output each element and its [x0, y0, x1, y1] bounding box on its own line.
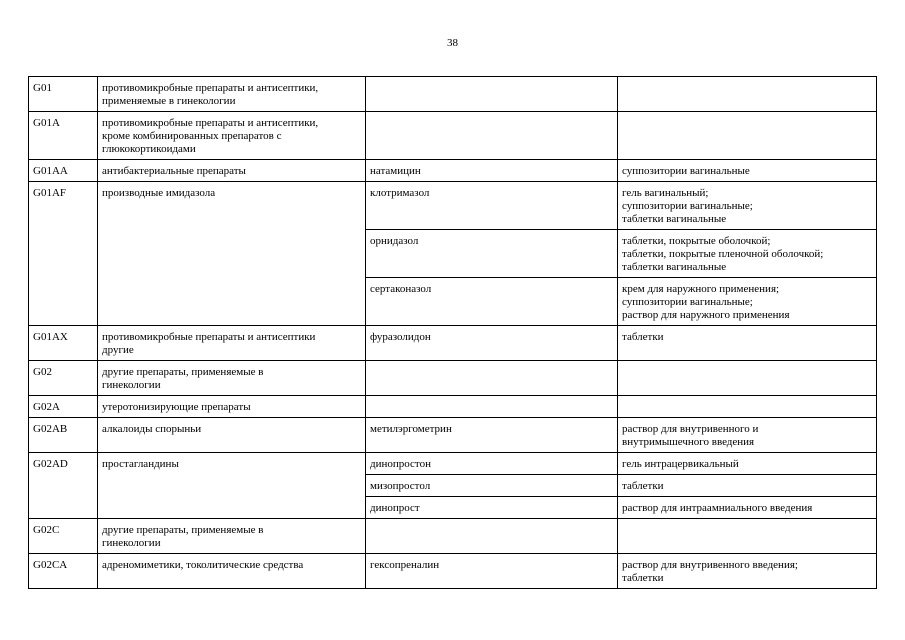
- group-name-cell: [98, 554, 366, 589]
- atc-code-cell: [29, 418, 98, 453]
- dosage-forms: крем для наружного применения; суппозитории вагинальные; раствор для наружного применения: [622, 283, 790, 321]
- dosage-form-cell: [618, 453, 877, 475]
- group-name-cell: [98, 361, 366, 396]
- dosage-form-cell: [618, 326, 877, 361]
- atc-code: G02CA: [33, 559, 68, 571]
- medicine-name: клотримазол: [370, 187, 430, 199]
- dosage-forms: раствор для внутривенного введения; таблетки: [622, 559, 798, 584]
- medicine-cell: [366, 326, 618, 361]
- medicine-name: натамицин: [370, 165, 421, 177]
- dosage-form-cell: [618, 497, 877, 519]
- medicine-cell: [366, 418, 618, 453]
- medicine-cell: [366, 182, 618, 230]
- dosage-forms: раствор для внутривенного и внутримышечного введения: [622, 423, 759, 448]
- atc-code-cell: [29, 160, 98, 182]
- medicine-cell: [366, 396, 618, 418]
- medicine-cell: [366, 230, 618, 278]
- table-row: [29, 453, 877, 475]
- group-name-cell: [98, 326, 366, 361]
- dosage-form-cell: [618, 554, 877, 589]
- medicine-name: сертаконазол: [370, 283, 432, 295]
- dosage-form-cell: [618, 77, 877, 112]
- table-row: [29, 418, 877, 453]
- group-name: другие препараты, применяемые в гинекологии: [102, 524, 264, 549]
- dosage-form-cell: [618, 230, 877, 278]
- group-name: другие препараты, применяемые в гинекологии: [102, 366, 264, 391]
- group-name: производные имидазола: [102, 187, 216, 199]
- dosage-forms: таблетки, покрытые оболочкой; таблетки, покрытые пленочной оболочкой; таблетки вагинальные: [622, 235, 824, 273]
- table-row: [29, 361, 877, 396]
- dosage-form-cell: [618, 160, 877, 182]
- table-row: [29, 112, 877, 160]
- table-row: [29, 396, 877, 418]
- dosage-form-cell: [618, 361, 877, 396]
- atc-code: G02AD: [33, 458, 68, 470]
- page-number: 38: [447, 37, 458, 49]
- atc-code: G02AB: [33, 423, 68, 435]
- atc-code-cell: [29, 77, 98, 112]
- atc-code-cell: [29, 519, 98, 554]
- medicine-cell: [366, 112, 618, 160]
- table-row: [29, 182, 877, 230]
- dosage-form-cell: [618, 182, 877, 230]
- medicine-cell: [366, 361, 618, 396]
- table-row: [29, 554, 877, 589]
- atc-code: G02C: [33, 524, 60, 536]
- medicine-name: мизопростол: [370, 480, 431, 492]
- dosage-forms: гель вагинальный; суппозитории вагинальные; таблетки вагинальные: [622, 187, 753, 225]
- medicine-name: орнидазол: [370, 235, 419, 247]
- group-name: противомикробные препараты и антисептики, применяемые в гинекологии: [102, 82, 319, 107]
- medicine-cell: [366, 475, 618, 497]
- dosage-forms: раствор для интраамниального введения: [622, 502, 813, 514]
- group-name: алкалоиды спорыньи: [102, 423, 202, 435]
- group-name: утеротонизирующие препараты: [102, 401, 251, 413]
- medicine-cell: [366, 453, 618, 475]
- group-name: адреномиметики, токолитические средства: [102, 559, 304, 571]
- dosage-form-cell: [618, 278, 877, 326]
- table-row: [29, 519, 877, 554]
- table-row: [29, 326, 877, 361]
- group-name: антибактериальные препараты: [102, 165, 246, 177]
- dosage-form-cell: [618, 396, 877, 418]
- group-name-cell: [98, 418, 366, 453]
- atc-code: G02: [33, 366, 52, 378]
- atc-code: G02A: [33, 401, 60, 413]
- medicine-name: гексопреналин: [370, 559, 440, 571]
- group-name: противомикробные препараты и антисептики, кроме комбинированных препаратов с глюкокортикоидами: [102, 117, 319, 155]
- atc-code-cell: [29, 326, 98, 361]
- atc-code: G01AA: [33, 165, 68, 177]
- dosage-forms: таблетки: [622, 480, 664, 492]
- dosage-forms: гель интрацервикальный: [622, 458, 739, 470]
- table-row: [29, 160, 877, 182]
- group-name: противомикробные препараты и антисептики другие: [102, 331, 316, 356]
- medicine-cell: [366, 278, 618, 326]
- table-row: [29, 77, 877, 112]
- atc-code: G01AX: [33, 331, 68, 343]
- medicine-cell: [366, 519, 618, 554]
- atc-code-cell: [29, 182, 98, 326]
- dosage-form-cell: [618, 519, 877, 554]
- atc-code-cell: [29, 361, 98, 396]
- group-name-cell: [98, 77, 366, 112]
- atc-code-cell: [29, 554, 98, 589]
- atc-code: G01: [33, 82, 52, 94]
- medicine-cell: [366, 497, 618, 519]
- medicine-cell: [366, 77, 618, 112]
- group-name-cell: [98, 453, 366, 519]
- medicine-cell: [366, 160, 618, 182]
- dosage-forms: таблетки: [622, 331, 664, 343]
- atc-code: G01A: [33, 117, 60, 129]
- medicine-name: фуразолидон: [370, 331, 431, 343]
- medicine-name: динопрост: [370, 502, 420, 514]
- atc-code-cell: [29, 396, 98, 418]
- group-name-cell: [98, 519, 366, 554]
- group-name-cell: [98, 182, 366, 326]
- atc-code: G01AF: [33, 187, 67, 199]
- table-body: [29, 77, 877, 589]
- atc-code-cell: [29, 453, 98, 519]
- medicine-name: динопростон: [370, 458, 431, 470]
- medicine-name: метилэргометрин: [370, 423, 452, 435]
- drug-classification-table: [28, 76, 877, 589]
- group-name-cell: [98, 160, 366, 182]
- dosage-form-cell: [618, 475, 877, 497]
- atc-code-cell: [29, 112, 98, 160]
- dosage-form-cell: [618, 112, 877, 160]
- group-name: простагландины: [102, 458, 179, 470]
- medicine-cell: [366, 554, 618, 589]
- dosage-forms: суппозитории вагинальные: [622, 165, 750, 177]
- group-name-cell: [98, 112, 366, 160]
- group-name-cell: [98, 396, 366, 418]
- dosage-form-cell: [618, 418, 877, 453]
